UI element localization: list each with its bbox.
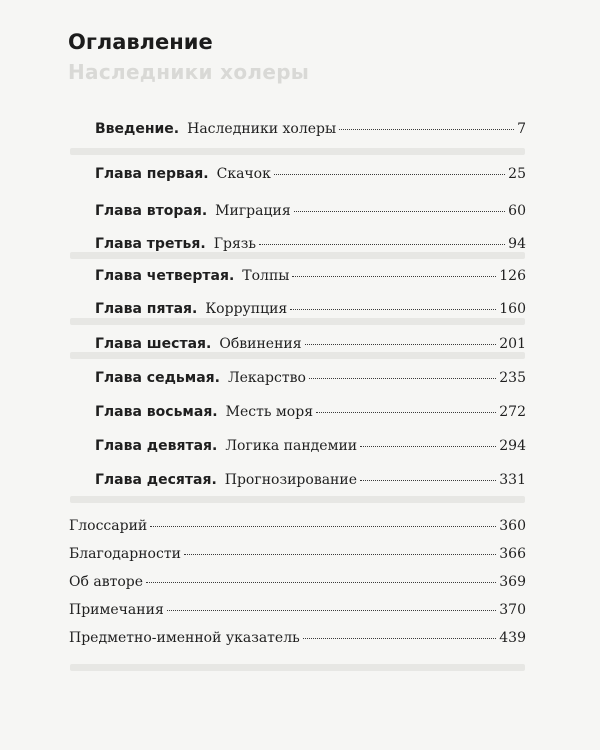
dot-leader — [294, 211, 506, 212]
toc-entry-label: Об авторе — [69, 574, 144, 590]
toc-entry-page: 369 — [499, 574, 526, 590]
dot-leader — [305, 344, 497, 345]
toc-entry-glossary[interactable] — [69, 518, 526, 534]
bleed-through-line — [70, 496, 525, 503]
toc-entry-label: Глава третья. — [95, 236, 206, 252]
toc-entry-label: Глава восьмая. — [95, 404, 218, 420]
toc-entry-page: 331 — [499, 472, 526, 488]
toc-entry-label: Глава десятая. — [95, 472, 217, 488]
dot-leader — [309, 378, 496, 379]
toc-entry-chapter-10[interactable] — [95, 472, 526, 488]
toc-entry-about-author[interactable] — [69, 574, 526, 590]
toc-entry-label: Благодарности — [69, 546, 181, 562]
bleed-through-line — [70, 318, 525, 325]
dot-leader — [184, 554, 496, 555]
dot-leader — [146, 582, 496, 583]
toc-heading: Оглавление — [68, 30, 213, 54]
toc-entry-label: Глава девятая. — [95, 438, 218, 454]
bleed-through-line — [70, 352, 525, 359]
toc-entry-chapter-8[interactable] — [95, 404, 526, 420]
toc-entry-label: Глава четвертая. — [95, 268, 235, 284]
dot-leader — [339, 129, 514, 130]
toc-entry-chapter-1[interactable] — [95, 166, 526, 182]
toc-entry-title: Толпы — [242, 268, 290, 284]
bleed-through-line — [70, 252, 525, 259]
toc-entry-notes[interactable] — [69, 602, 526, 618]
toc-entry-page: 201 — [499, 336, 526, 352]
toc-entry-label: Глава седьмая. — [95, 370, 220, 386]
toc-entry-label: Глава шестая. — [95, 336, 212, 352]
toc-entry-chapter-9[interactable] — [95, 438, 526, 454]
toc-entry-page: 94 — [508, 236, 526, 252]
toc-entry-chapter-5[interactable] — [95, 301, 526, 317]
toc-entry-page: 366 — [499, 546, 526, 562]
toc-entry-acknowledgements[interactable] — [69, 546, 526, 562]
toc-entry-title: Лекарство — [227, 370, 306, 386]
toc-entry-page: 370 — [499, 602, 526, 618]
toc-entry-introduction[interactable] — [95, 121, 526, 137]
dot-leader — [167, 610, 496, 611]
dot-leader — [150, 526, 496, 527]
dot-leader — [259, 244, 505, 245]
toc-entry-index[interactable] — [69, 630, 526, 646]
dot-leader — [316, 412, 496, 413]
dot-leader — [290, 309, 496, 310]
toc-entry-label: Введение. — [95, 121, 180, 137]
toc-entry-title: Прогнозирование — [224, 472, 357, 488]
toc-entry-title: Грязь — [213, 236, 257, 252]
dot-leader — [360, 480, 496, 481]
toc-entry-label: Глава пятая. — [95, 301, 198, 317]
toc-entry-page: 439 — [499, 630, 526, 646]
toc-entry-chapter-7[interactable] — [95, 370, 526, 386]
toc-entry-title: Наследники холеры — [187, 121, 337, 137]
dot-leader — [292, 276, 496, 277]
toc-entry-title: Обвинения — [219, 336, 302, 352]
toc-entry-page: 294 — [499, 438, 526, 454]
dot-leader — [360, 446, 496, 447]
toc-entry-page: 25 — [508, 166, 526, 182]
toc-entry-label: Глоссарий — [69, 518, 148, 534]
toc-entry-title: Логика пандемии — [225, 438, 358, 454]
toc-entry-chapter-4[interactable] — [95, 268, 526, 284]
toc-entry-label: Примечания — [69, 602, 164, 618]
toc-entry-chapter-3[interactable] — [95, 236, 526, 252]
bleed-through-line — [70, 664, 525, 671]
toc-entry-title: Месть моря — [225, 404, 314, 420]
bleed-through-line — [70, 148, 525, 155]
dot-leader — [303, 638, 497, 639]
toc-entry-page: 272 — [499, 404, 526, 420]
toc-entry-page: 160 — [499, 301, 526, 317]
toc-entry-label: Предметно-именной указатель — [69, 630, 300, 646]
dot-leader — [274, 174, 505, 175]
toc-entry-page: 7 — [517, 121, 526, 137]
toc-entry-title: Скачок — [216, 166, 271, 182]
bleed-through-heading: Наследники холеры — [68, 60, 310, 84]
toc-entry-label: Глава вторая. — [95, 203, 208, 219]
toc-entry-page: 126 — [499, 268, 526, 284]
toc-entry-page: 60 — [508, 203, 526, 219]
toc-entry-label: Глава первая. — [95, 166, 209, 182]
toc-entry-title: Коррупция — [205, 301, 288, 317]
toc-entry-page: 235 — [499, 370, 526, 386]
toc-entry-chapter-2[interactable] — [95, 203, 526, 219]
toc-entry-chapter-6[interactable] — [95, 336, 526, 352]
toc-entry-title: Миграция — [215, 203, 291, 219]
toc-entry-page: 360 — [499, 518, 526, 534]
